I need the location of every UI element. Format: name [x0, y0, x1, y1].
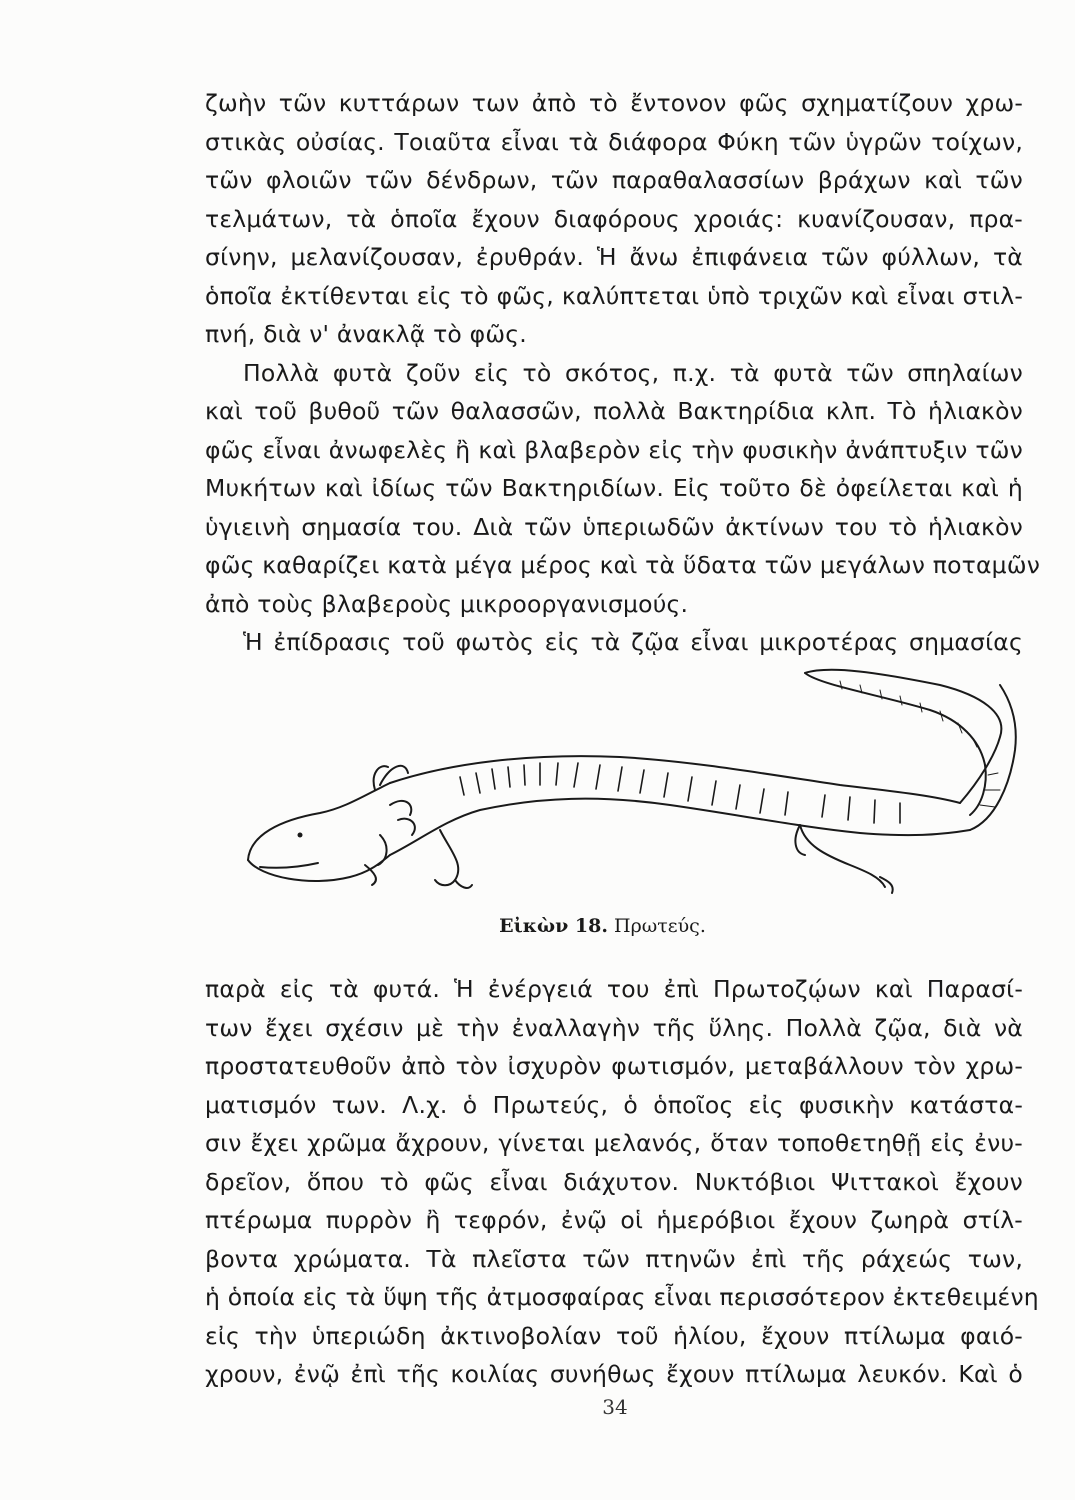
text-line: φῶς καθαρίζει κατὰ μέγα μέρος καὶ τὰ ὕδατα τῶν μεγάλων ποταμῶν	[205, 551, 1041, 579]
page-number: 34	[602, 1395, 628, 1419]
text-line: δρεῖον, ὅπου τὸ φῶς εἶναι διάχυτον. Νυκτόβιοι Ψιττακοὶ ἔχουν	[205, 1167, 1023, 1196]
text-line: ὑγιεινὴ σημασία του. Διὰ τῶν ὑπεριωδῶν ἀκτίνων του τὸ ἡλιακὸν	[205, 512, 1023, 541]
text-line: τελμάτων, τὰ ὁποῖα ἔχουν διαφόρους χροιάς: κυανίζουσαν, πρα-	[205, 204, 1023, 233]
text-line: των ἔχει σχέσιν μὲ τὴν ἐναλλαγὴν τῆς ὕλης. Πολλὰ ζῷα, διὰ νὰ	[205, 1013, 1023, 1042]
text-line: Ἡ ἐπίδρασις τοῦ φωτὸς εἰς τὰ ζῷα εἶναι μικροτέρας σημασίας	[243, 628, 1023, 656]
text-line: πτέρωμα πυρρὸν ἢ τεφρόν, ἐνῷ οἱ ἡμερόβιοι ἔχουν ζωηρὰ στίλ-	[205, 1206, 1023, 1234]
text-line: Μυκήτων καὶ ἰδίως τῶν Βακτηριδίων. Εἰς τοῦτο δὲ ὀφείλεται καὶ ἡ	[205, 474, 1023, 502]
bottom-text-block	[205, 970, 1039, 1394]
text-line: παρὰ εἰς τὰ φυτά. Ἡ ἐνέργειά του ἐπὶ Πρωτοζῴων καὶ Παρασί-	[205, 975, 1023, 1003]
text-line: ἡ ὁποία εἰς τὰ ὕψη τῆς ἀτμοσφαίρας εἶναι περισσότερον ἐκτεθειμένη	[205, 1283, 1039, 1311]
text-line: χρουν, ἐνῷ ἐπὶ τῆς κοιλίας συνήθως ἔχουν πτίλωμα λευκόν. Καὶ ὁ	[205, 1360, 1023, 1388]
text-line: φῶς εἶναι ἀνωφελὲς ἢ καὶ βλαβερὸν εἰς τὴν φυσικὴν ἀνάπτυξιν τῶν	[205, 435, 1023, 464]
text-line: προστατευθοῦν ἀπὸ τὸν ἰσχυρὸν φωτισμόν, μεταβάλλουν τὸν χρω-	[205, 1052, 1023, 1080]
eye-dot	[298, 833, 303, 838]
text-line: ματισμόν των. Λ.χ. ὁ Πρωτεύς, ὁ ὁποῖος εἰς φυσικὴν κατάστα-	[205, 1090, 1023, 1119]
text-line: πνή, διὰ ν' ἀνακλᾷ τὸ φῶς.	[205, 320, 527, 348]
top-text-block	[205, 84, 1041, 662]
text-line: ἀπὸ τοὺς βλαβεροὺς μικροοργανισμούς.	[205, 589, 689, 618]
text-line: τῶν φλοιῶν τῶν δένδρων, τῶν παραθαλασσίων βράχων καὶ τῶν	[205, 166, 1023, 194]
text-line: καὶ τοῦ βυθοῦ τῶν θαλασσῶν, πολλὰ Βακτηρίδια κλπ. Τὸ ἡλιακὸν	[205, 397, 1023, 425]
proteus-illustration	[240, 655, 1030, 905]
text-line: σίνην, μελανίζουσαν, ἐρυθράν. Ἡ ἄνω ἐπιφάνεια τῶν φύλλων, τὰ	[205, 243, 1023, 271]
text-line: σιν ἔχει χρῶμα ἄχρουν, γίνεται μελανός, ὅταν τοποθετηθῇ εἰς ἐνυ-	[205, 1129, 1023, 1157]
text-line: Πολλὰ φυτὰ ζοῦν εἰς τὸ σκότος, π.χ. τὰ φυτὰ τῶν σπηλαίων	[243, 358, 1023, 387]
paragraph-2	[205, 354, 1041, 624]
text-line: ὁποῖα ἐκτίθενται εἰς τὸ φῶς, καλύπτεται ὑπὸ τριχῶν καὶ εἶναι στιλ-	[205, 281, 1023, 310]
text-line: ζωὴν τῶν κυττάρων των ἀπὸ τὸ ἔντονον φῶς σχηματίζουν χρω-	[205, 89, 1023, 117]
figure-label: Εἰκὼν 18.	[499, 915, 608, 937]
text-line: βοντα χρώματα. Τὰ πλεῖστα τῶν πτηνῶν ἐπὶ τῆς ράχεώς των,	[205, 1244, 1023, 1273]
figure-caption	[0, 915, 1075, 937]
text-line: εἰς τὴν ὑπεριώδη ἀκτινοβολίαν τοῦ ἡλίου, ἔχουν πτίλωμα φαιό-	[205, 1321, 1023, 1350]
paragraph-1	[205, 84, 1023, 354]
text-line: στικὰς οὐσίας. Τοιαῦτα εἶναι τὰ διάφορα Φύκη τῶν ὑγρῶν τοίχων,	[205, 127, 1023, 156]
figure-name: Πρωτεύς.	[614, 915, 706, 937]
